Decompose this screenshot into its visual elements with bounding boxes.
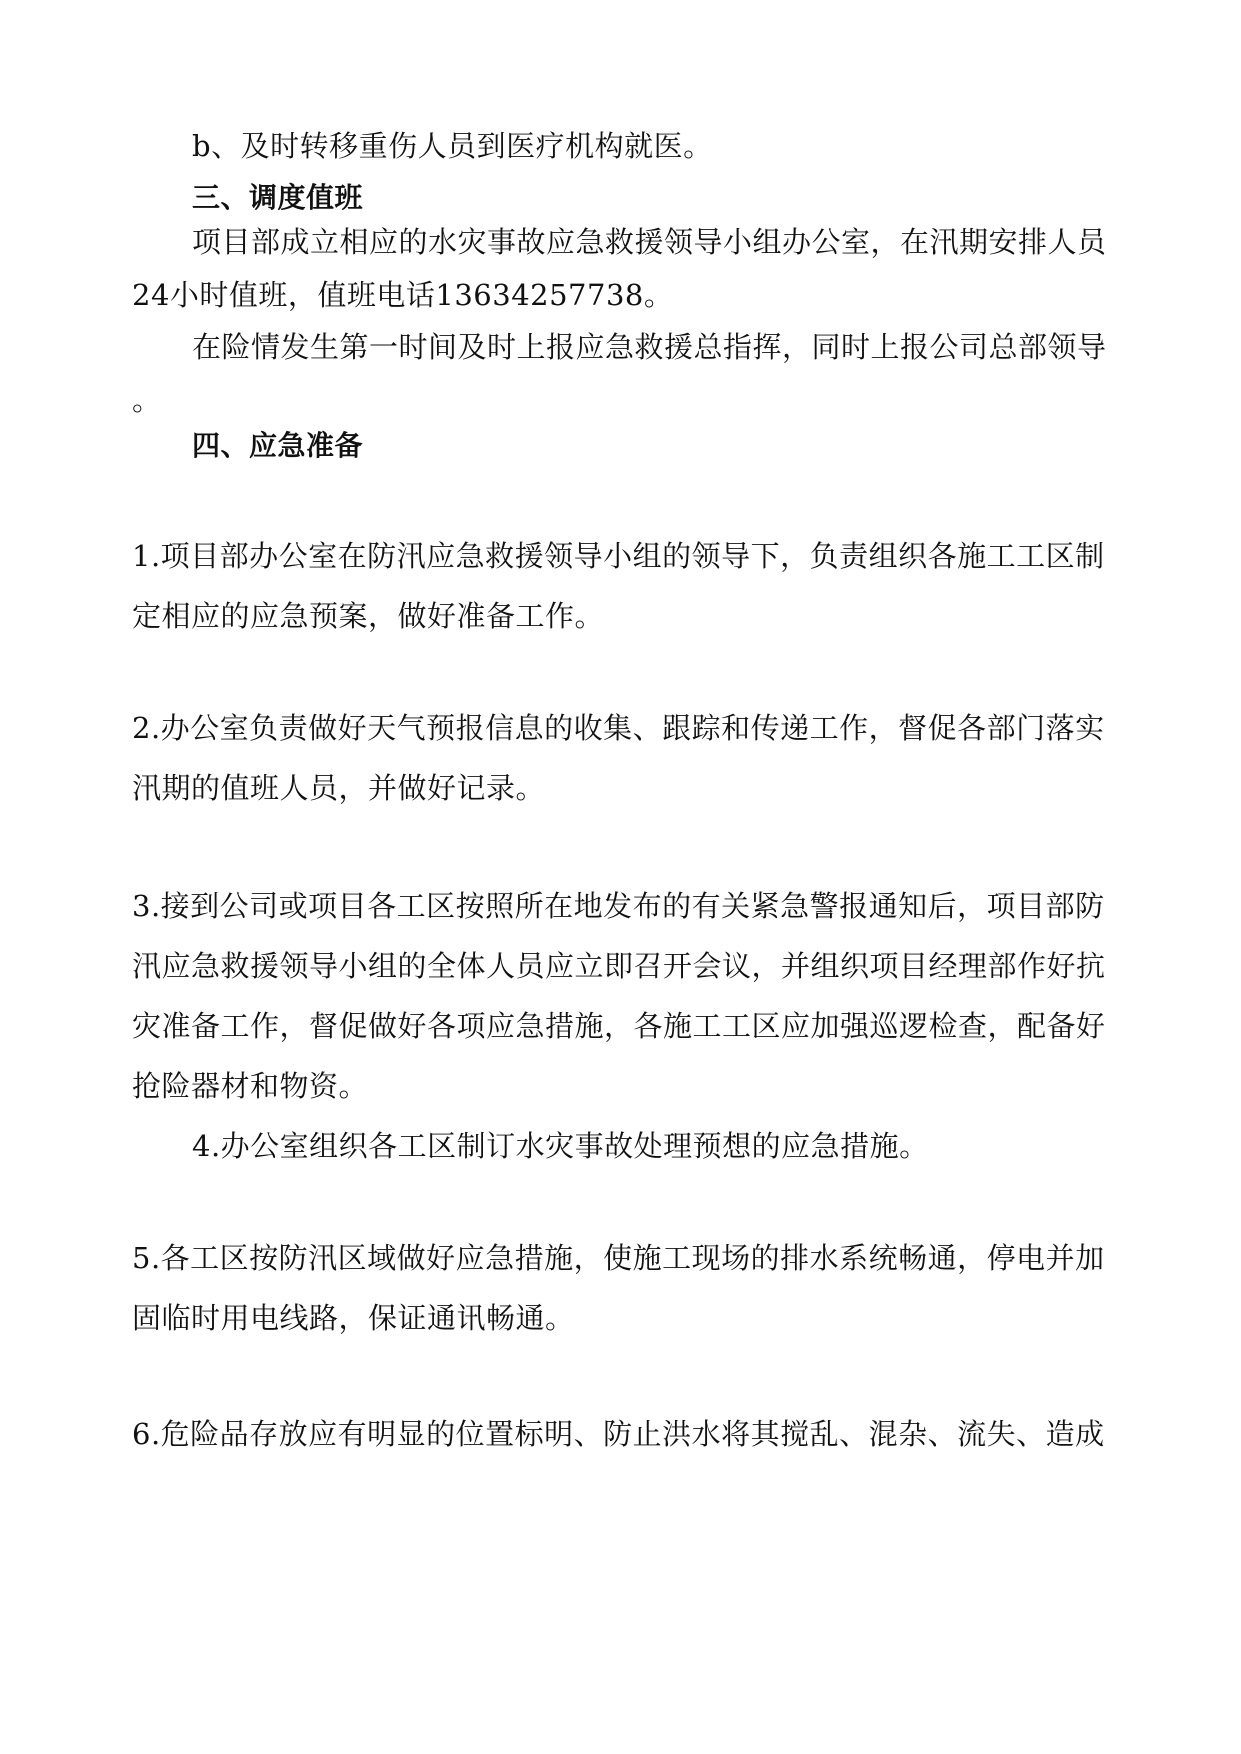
list-item-line: 抢险器材和物资。 bbox=[132, 1069, 369, 1103]
list-item-line: 灾准备工作，督促做好各项应急措施，各施工工区应加强巡逻检查，配备好 bbox=[132, 1009, 1106, 1043]
list-item-line: 定相应的应急预案，做好准备工作。 bbox=[132, 599, 605, 633]
list-item-line: 汛应急救援领导小组的全体人员应立即召开会议，并组织项目经理部作好抗 bbox=[132, 949, 1106, 983]
section-heading: 四、应急准备 bbox=[192, 429, 364, 462]
paragraph-line: b、及时转移重伤人员到医疗机构就医。 bbox=[192, 129, 713, 163]
paragraph-line: 在险情发生第一时间及时上报应急救援总指挥，同时上报公司总部领导 bbox=[192, 330, 1107, 364]
list-item-line: 3.接到公司或项目各工区按照所在地发布的有关紧急警报通知后，项目部防 bbox=[132, 889, 1105, 923]
list-item-line: 固临时用电线路，保证通讯畅通。 bbox=[132, 1301, 575, 1335]
paragraph-line: 项目部成立相应的水灾事故应急救援领导小组办公室，在汛期安排人员 bbox=[192, 225, 1107, 259]
section-heading: 三、调度值班 bbox=[192, 181, 364, 214]
list-item-line: 汛期的值班人员，并做好记录。 bbox=[132, 771, 546, 805]
list-item-line: 4.办公室组织各工区制订水灾事故处理预想的应急措施。 bbox=[192, 1129, 929, 1163]
paragraph-line: 。 bbox=[132, 383, 162, 417]
paragraph-line: 24小时值班，值班电话13634257738。 bbox=[132, 278, 674, 312]
list-item-line: 2.办公室负责做好天气预报信息的收集、跟踪和传递工作，督促各部门落实 bbox=[132, 711, 1105, 745]
list-item-line: 1.项目部办公室在防汛应急救援领导小组的领导下，负责组织各施工工区制 bbox=[132, 539, 1105, 573]
list-item-line: 5.各工区按防汛区域做好应急措施，使施工现场的排水系统畅通，停电并加 bbox=[132, 1241, 1105, 1275]
list-item-line: 6.危险品存放应有明显的位置标明、防止洪水将其搅乱、混杂、流失、造成 bbox=[132, 1417, 1105, 1451]
